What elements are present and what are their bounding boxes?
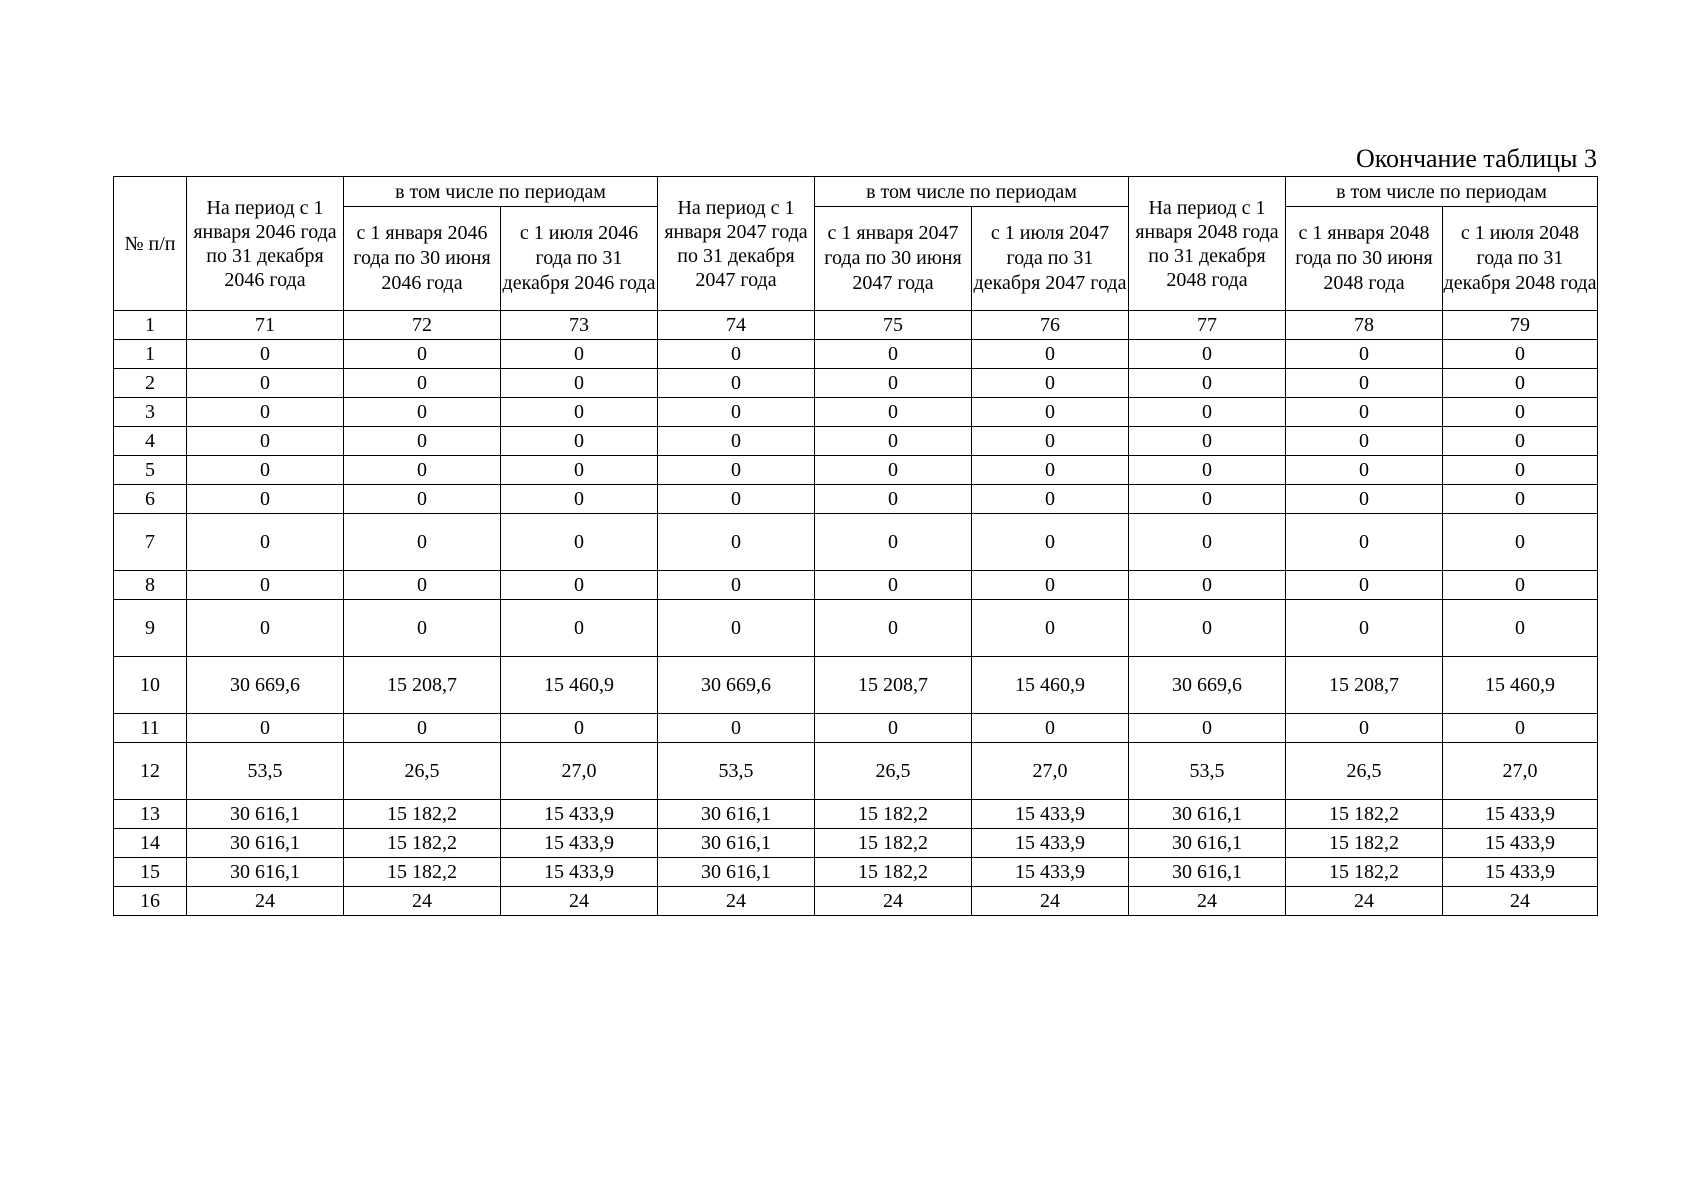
table-cell: 0 [187,571,344,600]
table-row [114,600,1598,657]
table-cell: 24 [972,887,1129,916]
data-table [113,176,1598,916]
header-period-2046: На период с 1 января 2046 года по 31 декабря 2046 года [187,177,344,311]
table-cell: 30 669,6 [1129,657,1286,714]
table-cell: 15 460,9 [501,657,658,714]
table-cell: 15 208,7 [815,657,972,714]
table-cell: 24 [1443,887,1598,916]
table-cell: 53,5 [1129,743,1286,800]
column-number: 74 [658,311,815,340]
table-cell: 0 [187,398,344,427]
column-number: 78 [1286,311,1443,340]
table-cell: 27,0 [1443,743,1598,800]
table-caption: Окончание таблицы 3 [1355,144,1597,173]
table-cell: 0 [1443,514,1598,571]
table-cell: 0 [344,427,501,456]
table-cell: 0 [815,600,972,657]
table-cell: 15 460,9 [1443,657,1598,714]
table-cell: 0 [972,398,1129,427]
table-cell: 0 [344,340,501,369]
table-cell: 0 [344,714,501,743]
table-cell: 26,5 [815,743,972,800]
table-cell: 0 [187,427,344,456]
table-cell: 15 433,9 [1443,800,1598,829]
column-number: 1 [114,311,187,340]
row-number: 10 [114,657,187,714]
table-row [114,714,1598,743]
table-cell: 0 [344,456,501,485]
table-cell: 0 [501,456,658,485]
table-cell: 0 [1286,571,1443,600]
table-cell: 0 [1286,340,1443,369]
table-cell: 30 616,1 [1129,829,1286,858]
table-row [114,829,1598,858]
column-number: 79 [1443,311,1598,340]
table-cell: 26,5 [344,743,501,800]
table-row [114,398,1598,427]
table-cell: 0 [501,427,658,456]
table-cell: 0 [187,714,344,743]
table-cell: 15 208,7 [344,657,501,714]
column-number: 73 [501,311,658,340]
table-cell: 0 [658,600,815,657]
table-cell: 0 [972,714,1129,743]
table-cell: 53,5 [658,743,815,800]
row-number: 16 [114,887,187,916]
table-cell: 15 433,9 [972,858,1129,887]
table-row [114,369,1598,398]
row-number: 7 [114,514,187,571]
table-cell: 0 [501,514,658,571]
table-cell: 0 [1443,600,1598,657]
table-cell: 0 [344,571,501,600]
header-group-2047: в том числе по периодам [815,177,1129,207]
table-cell: 0 [1286,369,1443,398]
table-cell: 0 [972,600,1129,657]
column-number: 71 [187,311,344,340]
table-cell: 0 [501,340,658,369]
column-number: 72 [344,311,501,340]
header-sub-2046-h2: с 1 июля 2046 года по 31 декабря 2046 года [501,207,658,311]
table-cell: 30 616,1 [187,800,344,829]
table-cell: 15 182,2 [1286,858,1443,887]
table-cell: 15 182,2 [1286,829,1443,858]
table-cell: 15 182,2 [1286,800,1443,829]
table-cell: 0 [1443,485,1598,514]
table-cell: 30 616,1 [187,858,344,887]
table-cell: 0 [1443,456,1598,485]
row-number: 8 [114,571,187,600]
table-cell: 15 208,7 [1286,657,1443,714]
table-cell: 0 [658,427,815,456]
table-cell: 0 [344,369,501,398]
table-cell: 0 [1443,398,1598,427]
column-number: 75 [815,311,972,340]
table-cell: 0 [815,456,972,485]
table-cell: 0 [1286,714,1443,743]
table-row [114,340,1598,369]
table-cell: 24 [344,887,501,916]
table-cell: 0 [658,398,815,427]
table-cell: 0 [501,369,658,398]
row-number: 11 [114,714,187,743]
table-cell: 0 [1129,369,1286,398]
table-cell: 0 [187,485,344,514]
table-cell: 0 [501,571,658,600]
table-cell: 24 [1286,887,1443,916]
table-cell: 15 433,9 [972,800,1129,829]
table-row [114,887,1598,916]
table-cell: 0 [501,600,658,657]
table-cell: 53,5 [187,743,344,800]
header-period-2048: На период с 1 января 2048 года по 31 декабря 2048 года [1129,177,1286,311]
table-cell: 0 [1129,600,1286,657]
table-cell: 0 [972,456,1129,485]
table-cell: 0 [815,514,972,571]
table-cell: 30 616,1 [658,829,815,858]
table-cell: 0 [658,456,815,485]
row-number: 6 [114,485,187,514]
table-cell: 30 616,1 [1129,800,1286,829]
table-cell: 15 460,9 [972,657,1129,714]
table-cell: 24 [187,887,344,916]
table-row [114,456,1598,485]
table-cell: 30 616,1 [658,800,815,829]
table-body [114,311,1598,916]
table-cell: 0 [1129,398,1286,427]
table-cell: 24 [1129,887,1286,916]
table-cell: 0 [1286,456,1443,485]
table-cell: 0 [815,369,972,398]
table-cell: 0 [1443,427,1598,456]
table-cell: 0 [658,714,815,743]
table-cell: 0 [815,398,972,427]
table-cell: 24 [815,887,972,916]
table-cell: 0 [187,514,344,571]
table-cell: 0 [815,714,972,743]
table-cell: 0 [658,514,815,571]
table-cell: 0 [501,714,658,743]
table-cell: 0 [972,369,1129,398]
table-row [114,514,1598,571]
table-cell: 0 [344,485,501,514]
table-cell: 24 [658,887,815,916]
table-cell: 30 616,1 [1129,858,1286,887]
table-cell: 15 433,9 [501,829,658,858]
table-row [114,485,1598,514]
row-number: 14 [114,829,187,858]
table-cell: 0 [1286,514,1443,571]
row-number: 3 [114,398,187,427]
table-cell: 0 [658,369,815,398]
table-cell: 15 433,9 [1443,858,1598,887]
header-period-2047: На период с 1 января 2047 года по 31 декабря 2047 года [658,177,815,311]
column-number: 77 [1129,311,1286,340]
row-number: 2 [114,369,187,398]
header-sub-2047-h1: с 1 января 2047 года по 30 июня 2047 года [815,207,972,311]
table-row [114,858,1598,887]
column-number-row [114,311,1598,340]
table-cell: 0 [187,369,344,398]
table-cell: 0 [1129,340,1286,369]
table-cell: 15 433,9 [1443,829,1598,858]
header-group-2046: в том числе по периодам [344,177,658,207]
table-cell: 0 [1443,714,1598,743]
table-cell: 0 [344,398,501,427]
table-cell: 27,0 [972,743,1129,800]
table-cell: 0 [972,485,1129,514]
table-cell: 30 669,6 [187,657,344,714]
table-cell: 0 [972,514,1129,571]
table-row [114,571,1598,600]
table-cell: 0 [344,514,501,571]
header-sub-2047-h2: с 1 июля 2047 года по 31 декабря 2047 года [972,207,1129,311]
table-cell: 26,5 [1286,743,1443,800]
table-cell: 0 [1286,398,1443,427]
row-number: 1 [114,340,187,369]
table-cell: 15 433,9 [972,829,1129,858]
table-cell: 0 [1129,514,1286,571]
table-cell: 0 [187,456,344,485]
table-cell: 0 [815,340,972,369]
header-sub-2046-h1: с 1 января 2046 года по 30 июня 2046 года [344,207,501,311]
row-number: 15 [114,858,187,887]
table-cell: 15 182,2 [344,829,501,858]
table-cell: 24 [501,887,658,916]
table-cell: 15 182,2 [815,800,972,829]
table-row [114,657,1598,714]
table-cell: 27,0 [501,743,658,800]
table-cell: 0 [1443,571,1598,600]
table-row [114,743,1598,800]
table-cell: 30 616,1 [187,829,344,858]
table-cell: 15 433,9 [501,800,658,829]
table-cell: 15 182,2 [815,858,972,887]
table-row [114,800,1598,829]
header-sub-2048-h2: с 1 июля 2048 года по 31 декабря 2048 года [1443,207,1598,311]
table-cell: 0 [658,340,815,369]
row-number: 13 [114,800,187,829]
table-header [114,177,1598,311]
header-group-2048: в том числе по периодам [1286,177,1598,207]
table-cell: 0 [501,398,658,427]
table-cell: 0 [1443,340,1598,369]
table-cell: 0 [187,600,344,657]
table-cell: 0 [1286,427,1443,456]
table-cell: 30 616,1 [658,858,815,887]
table-cell: 0 [1129,456,1286,485]
table-cell: 0 [815,485,972,514]
table-cell: 0 [1286,600,1443,657]
table-cell: 0 [1129,571,1286,600]
table-cell: 0 [1129,485,1286,514]
header-row-number: № п/п [114,177,187,311]
table-cell: 0 [1129,427,1286,456]
table-cell: 0 [815,571,972,600]
table-cell: 15 433,9 [501,858,658,887]
header-sub-2048-h1: с 1 января 2048 года по 30 июня 2048 года [1286,207,1443,311]
table-cell: 0 [972,427,1129,456]
table-cell: 0 [344,600,501,657]
table-cell: 0 [1129,714,1286,743]
table-cell: 0 [501,485,658,514]
table-cell: 15 182,2 [815,829,972,858]
row-number: 12 [114,743,187,800]
table-cell: 0 [1443,369,1598,398]
table-cell: 0 [187,340,344,369]
table-row [114,427,1598,456]
row-number: 9 [114,600,187,657]
table-cell: 15 182,2 [344,800,501,829]
row-number: 4 [114,427,187,456]
table-cell: 0 [972,340,1129,369]
table-cell: 15 182,2 [344,858,501,887]
table-cell: 0 [972,571,1129,600]
table-cell: 0 [1286,485,1443,514]
column-number: 76 [972,311,1129,340]
table-cell: 0 [658,485,815,514]
table-cell: 0 [658,571,815,600]
row-number: 5 [114,456,187,485]
table-cell: 30 669,6 [658,657,815,714]
table-cell: 0 [815,427,972,456]
